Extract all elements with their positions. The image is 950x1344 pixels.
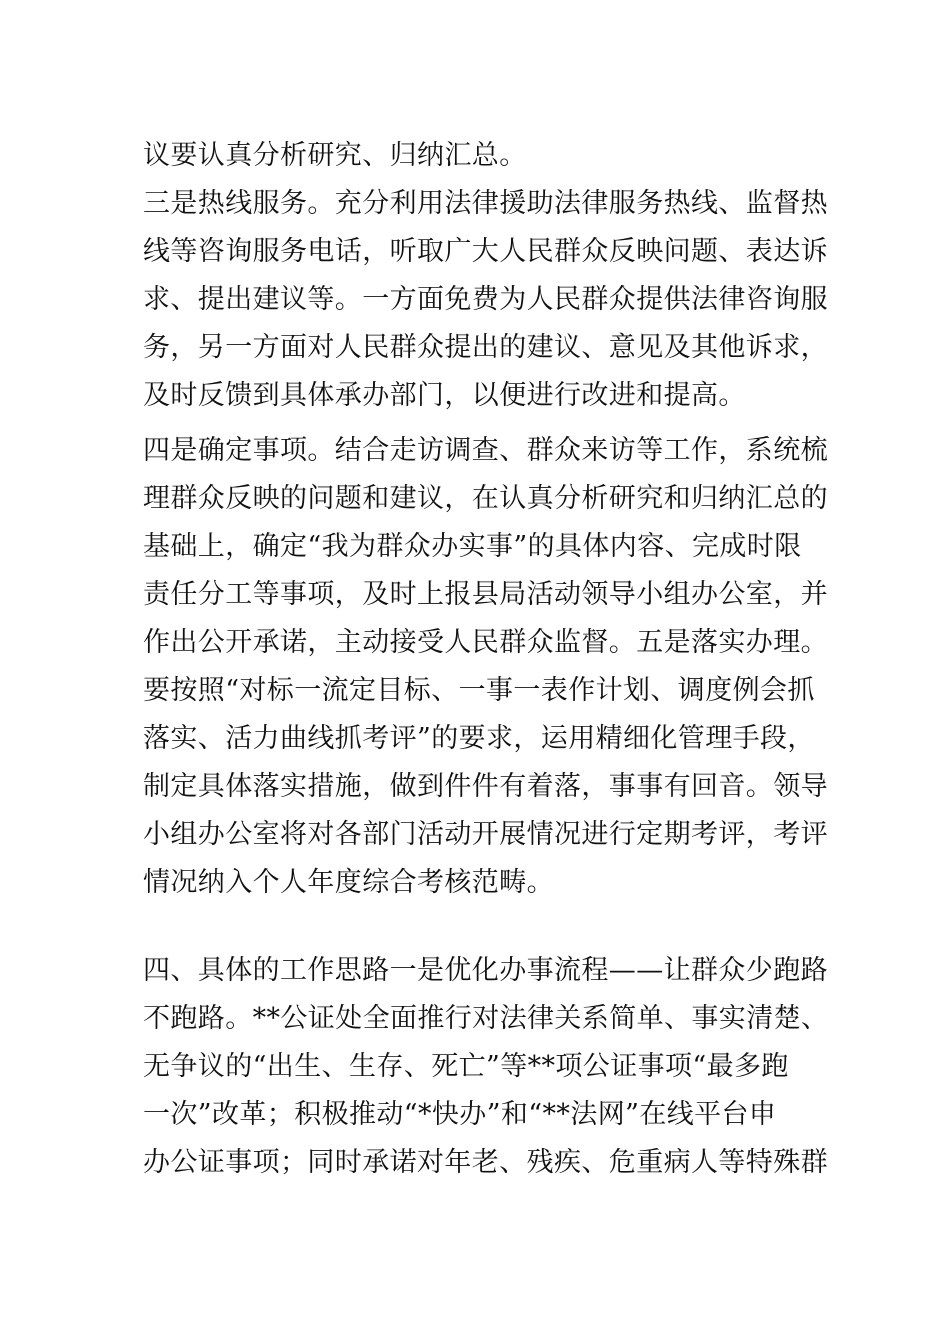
text-line: 议要认真分析研究、归纳汇总。 bbox=[143, 140, 527, 171]
text-line: 一次”改革；积极推动“*快办”和“**法网”在线平台申 bbox=[143, 1099, 777, 1130]
text-line: 落实、活力曲线抓考评”的要求，运用精细化管理手段， bbox=[143, 723, 815, 754]
text-line: 责任分工等事项，及时上报县局活动领导小组办公室，并 bbox=[143, 579, 828, 610]
text-line: 小组办公室将对各部门活动开展情况进行定期考评，考评 bbox=[143, 819, 828, 850]
text-line: 务，另一方面对人民群众提出的建议、意见及其他诉求， bbox=[143, 332, 828, 363]
text-line: 线等咨询服务电话，听取广大人民群众反映问题、表达诉 bbox=[143, 236, 828, 267]
text-line: 制定具体落实措施，做到件件有着落，事事有回音。领导 bbox=[143, 771, 828, 802]
text-line: 三是热线服务。充分利用法律援助法律服务热线、监督热 bbox=[143, 188, 828, 219]
text-line: 四、具体的工作思路一是优化办事流程——让群众少跑路 bbox=[143, 955, 828, 986]
text-line: 无争议的“出生、生存、死亡”等**项公证事项“最多跑 bbox=[143, 1051, 789, 1082]
text-line: 作出公开承诺，主动接受人民群众监督。五是落实办理。 bbox=[143, 627, 828, 658]
text-line: 求、提出建议等。一方面免费为人民群众提供法律咨询服 bbox=[143, 284, 828, 315]
text-line: 基础上，确定“我为群众办实事”的具体内容、完成时限 bbox=[143, 531, 802, 562]
text-line: 及时反馈到具体承办部门，以便进行改进和提高。 bbox=[143, 380, 746, 411]
text-line: 情况纳入个人年度综合考核范畴。 bbox=[143, 867, 554, 898]
text-line: 理群众反映的问题和建议，在认真分析研究和归纳汇总的 bbox=[143, 483, 828, 514]
text-line: 不跑路。**公证处全面推行对法律关系简单、事实清楚、 bbox=[143, 1003, 829, 1034]
text-line: 要按照“对标一流定目标、一事一表作计划、调度例会抓 bbox=[143, 675, 815, 706]
text-line: 四是确定事项。结合走访调查、群众来访等工作，系统梳 bbox=[143, 435, 828, 466]
text-line: 办公证事项；同时承诺对年老、残疾、危重病人等特殊群 bbox=[143, 1147, 828, 1178]
